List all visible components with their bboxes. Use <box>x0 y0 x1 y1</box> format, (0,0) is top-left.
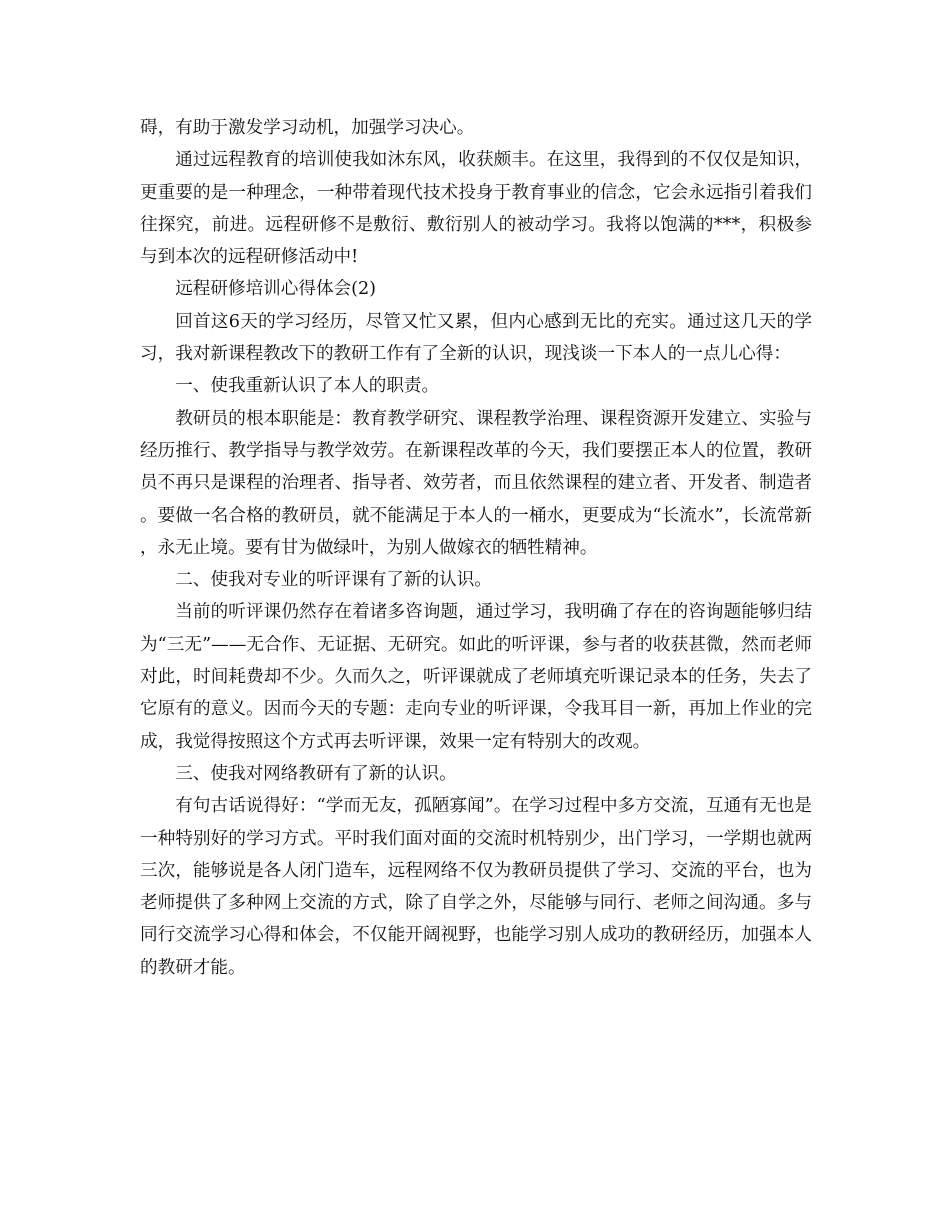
heading-point-two: 二、使我对专业的听评课有了新的认识。 <box>175 570 492 591</box>
paragraph-continuation: 碍，有助于激发学习动机，加强学习决心。 <box>140 118 475 138</box>
paragraph-point-three: 有句古话说得好：“学而无友，孤陋寡闻”。在学习过程中多方交流，互通有无也是一种特别好的学习方式。平时我们面对面的交流时机特别少，出门学习，一学期也就两三次，能够说是各人闭门造车，远程网络不仅为教研员提供了学习、交流的平台，也为老师提供了多种网上交流的方式，除了自学之外，尽能够与同行、老师之间沟通。多与同行交流学习心得和体会，不仅能开阔视野，也能学习别人成功的教研经历，加强本人的教研才能。 <box>140 796 812 978</box>
section-title: 远程研修培训心得体会(2) <box>175 279 377 300</box>
heading-point-one: 一、使我重新认识了本人的职责。 <box>175 376 440 397</box>
paragraph-point-one: 教研员的根本职能是：教育教学研究、课程教学治理、课程资源开发建立、实验与经历推行、教学指导与教学效劳。在新课程改革的今天，我们要摆正本人的位置，教研员不再只是课程的治理者、指导者、效劳者，而且依然课程的建立者、开发者、制造者。要做一名合格的教研员，就不能满足于本人的一桶水，更要成为“长流水”，长流常新，永无止境。要有甘为做绿叶，为别人做嫁衣的牺牲精神。 <box>140 408 812 558</box>
document-page <box>140 112 812 984</box>
paragraph-remote-education: 通过远程教育的培训使我如沐东风，收获颇丰。在这里，我得到的不仅仅是知识，更重要的是一种理念，一种带着现代技术投身于教育事业的信念，它会永远指引着我们往探究，前进。远程研修不是敷衍、敷衍别人的被动学习。我将以饱满的***，积极参与到本次的远程研修活动中! <box>140 150 812 268</box>
heading-point-three: 三、使我对网络教研有了新的认识。 <box>175 763 457 784</box>
paragraph-intro: 回首这6天的学习经历，尽管又忙又累，但内心感到无比的充实。通过这几天的学习，我对新课程教改下的教研工作有了全新的认识，现浅谈一下本人的一点儿心得： <box>140 311 812 365</box>
paragraph-point-two: 当前的听评课仍然存在着诸多咨询题，通过学习，我明确了存在的咨询题能够归结为“三无”——无合作、无证据、无研究。如此的听评课，参与者的收获甚微，然而老师对此，时间耗费却不少。久而久之，听评课就成了老师填充听课记录本的任务，失去了它原有的意义。因而今天的专题：走向专业的听评课，令我耳目一新，再加上作业的完成，我觉得按照这个方式再去听评课，效果一定有特别大的改观。 <box>140 602 812 752</box>
